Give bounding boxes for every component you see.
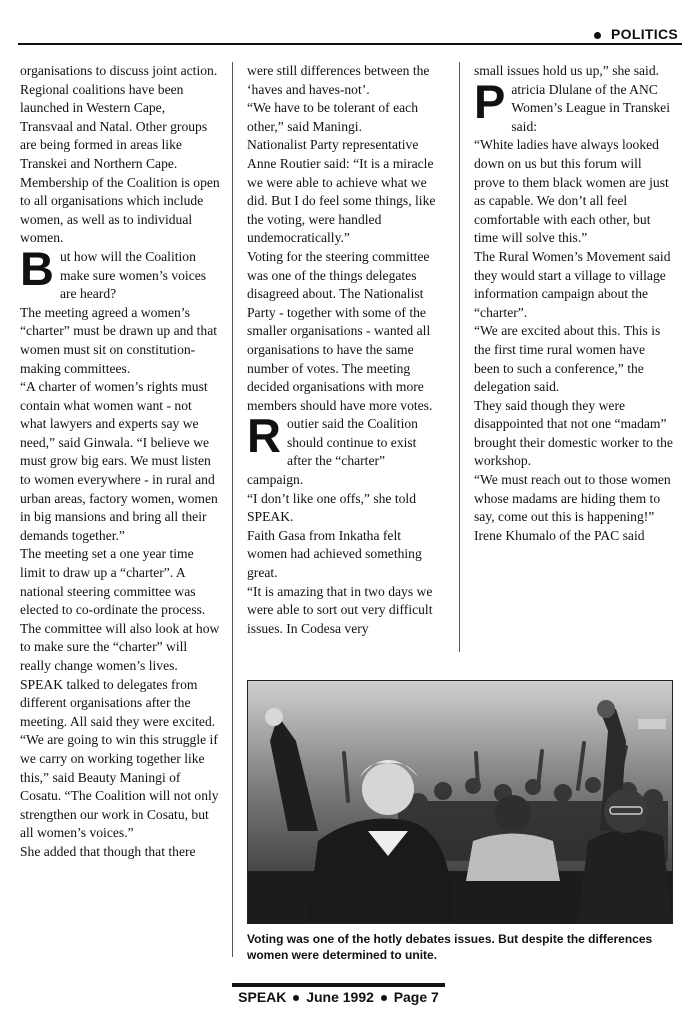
bullet-icon	[381, 995, 387, 1001]
paragraph-text: Irene Khumalo of the PAC said	[474, 527, 645, 543]
paragraph	[247, 99, 444, 136]
header-rule	[18, 43, 682, 45]
paragraph-text: organisations to discuss joint action. Regional coalitions have been launched in Western Cape, Transvaal and Natal. Other groups are being formed in areas like Transkei and Northern Cape. Membership of the Coalition is open to all organisations which include women, as well as to individual women.	[20, 63, 220, 246]
paragraph	[20, 378, 220, 545]
paragraph-text: They said though they were disappointed that not one “madam” brought their domestic worker to the workshop.	[474, 397, 673, 469]
paragraph	[20, 731, 220, 843]
paragraph	[247, 62, 444, 99]
paragraph-with-dropcap	[474, 74, 674, 137]
page-footer	[232, 989, 445, 1005]
drop-cap: R	[247, 409, 281, 463]
paragraph	[247, 490, 444, 527]
footer-page: Page 7	[393, 989, 439, 1005]
paragraph-text: “We have to be tolerant of each other,” said Maningi.	[247, 100, 419, 134]
paragraph	[247, 583, 444, 639]
photo-voting-delegates	[247, 680, 673, 924]
footer-rule	[232, 983, 445, 987]
paragraph	[20, 304, 220, 378]
paragraph-text: “A charter of women’s rights must contain what women want - not what lawyers and experts say we need,” said Ginwala. “I believe we must grow big ears. We must listen to women everywhere - in rural and urban areas, factory women, women in big mansions and bring all their demands together.”	[20, 379, 218, 543]
paragraph	[20, 545, 220, 675]
paragraph	[474, 527, 674, 546]
paragraph	[474, 136, 674, 248]
paragraph-text: “I don’t like one offs,” she told SPEAK.	[247, 490, 417, 525]
paragraph-text: “White ladies have always looked down on us but this forum will prove to them black women are just as capable. We don’t all feel comfortable with each other, but time will solve this.”	[474, 137, 669, 246]
paragraph-with-dropcap	[247, 409, 444, 489]
paragraph	[20, 843, 220, 862]
paragraph-text: atricia Dlulane of the ANC Women’s League in Transkei said:	[511, 81, 670, 134]
paragraph-text: The Rural Women’s Movement said they would start a village to village information campaign about the “charter”.	[474, 248, 671, 320]
paragraph-text: small issues hold us up,” she said.	[474, 63, 660, 78]
photo-caption: Voting was one of the hotly debates issues. But despite the differences women were determined to unite.	[247, 932, 653, 962]
paragraph-text: “We are excited about this. This is the first time rural women have been to such a conference,” the delegation said.	[474, 323, 661, 395]
footer-date: June 1992	[306, 989, 374, 1005]
bullet-icon	[594, 32, 601, 39]
paragraph-text: SPEAK talked to delegates from different organisations after the meeting. All said they were excited.	[20, 676, 216, 729]
paragraph-text: “We are going to win this struggle if we carry on working together like this,” said Beauty Maningi of Cosatu. “The Coalition will not only strengthen our work in Cosatu, but all women’s voices.”	[20, 732, 219, 841]
section-title: POLITICS	[611, 26, 678, 42]
paragraph	[20, 62, 220, 248]
paragraph	[474, 471, 674, 527]
paragraph-text: “We must reach out to those women whose madams are hiding them to say, come out this is happening!”	[474, 472, 671, 525]
footer-publication: SPEAK	[238, 989, 287, 1005]
column-divider	[459, 62, 460, 652]
paragraph-text: were still differences between the ‘haves and haves-not’.	[247, 63, 430, 97]
section-label	[594, 26, 678, 42]
paragraph-text: Voting for the steering committee was one of the things delegates disagreed about. The Nationalist Party - together with some of the smaller organisations - wanted all organisations to have the same number of votes. The meeting decided organisations with more members should have more votes.	[247, 248, 433, 413]
text-column-3	[474, 62, 674, 545]
column-divider	[232, 62, 233, 957]
drop-cap: B	[20, 241, 54, 295]
paragraph-text: The meeting agreed a women’s “charter” must be drawn up and that women must sit on constitution-making committees.	[20, 304, 218, 376]
paragraph-text: Nationalist Party representative Anne Routier said: “It is a miracle we were able to achieve what we did. But I do feel some things, like the voting, were handled undemocratically.”	[247, 137, 436, 246]
text-column-2	[247, 62, 444, 638]
paragraph	[474, 248, 674, 322]
paragraph-text: She added that though that there	[20, 843, 196, 859]
text-column-1	[20, 62, 220, 862]
paragraph	[247, 527, 444, 583]
photo-illustration	[248, 681, 672, 923]
paragraph-text: Faith Gasa from Inkatha felt women had achieved something great.	[247, 527, 422, 581]
paragraph-text: “It is amazing that in two days we were able to sort out very difficult issues. In Codesa very	[247, 583, 433, 636]
paragraph-text: outier said the Coalition should continue to exist after the “charter” campaign.	[247, 416, 418, 488]
paragraph	[247, 136, 444, 248]
paragraph	[20, 676, 220, 732]
bullet-icon	[293, 995, 299, 1001]
drop-cap: P	[474, 74, 506, 128]
paragraph	[474, 62, 674, 81]
paragraph-text: The meeting set a one year time limit to draw up a “charter”. A national steering committee was elected to co-ordinate the process. The committee will also look at how to make sure the “charter” will really change women’s lives.	[20, 546, 220, 673]
paragraph-with-dropcap	[20, 241, 220, 304]
paragraph	[474, 397, 674, 471]
paragraph	[474, 322, 674, 396]
paragraph	[247, 248, 444, 415]
paragraph-text: ut how will the Coalition make sure women’s voices are heard?	[59, 248, 207, 302]
